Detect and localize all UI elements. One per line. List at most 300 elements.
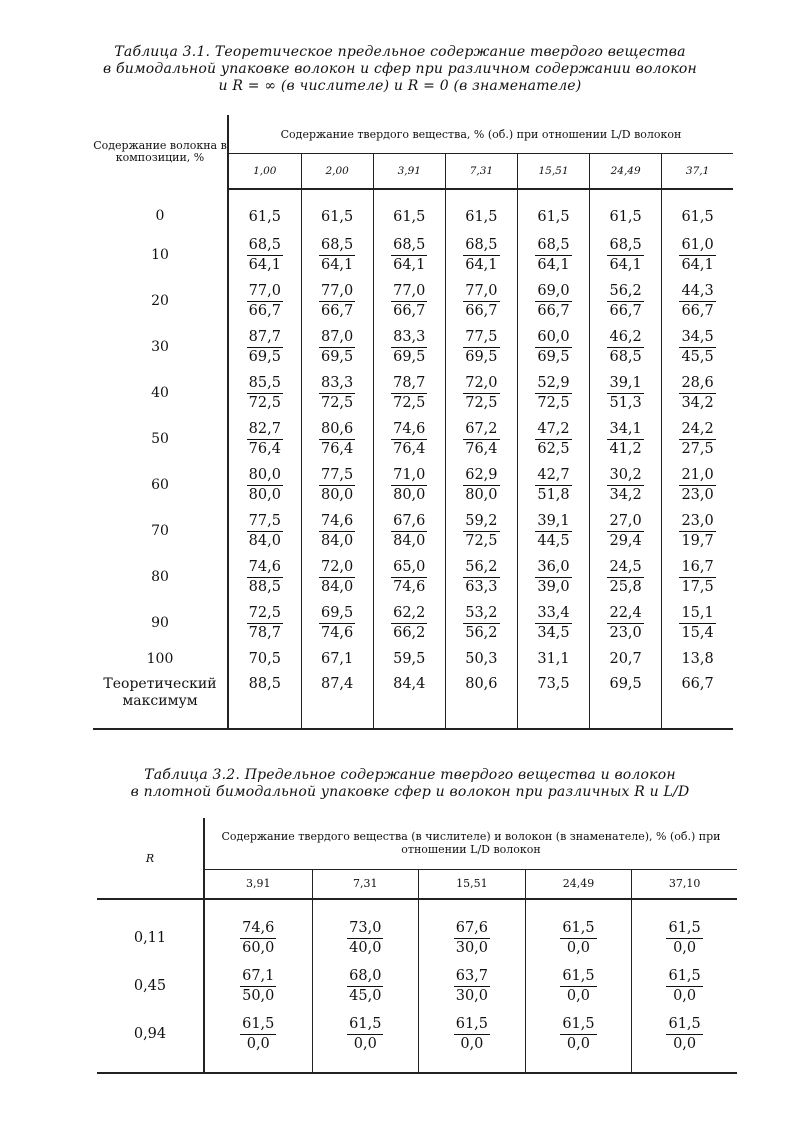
numerator: 72,0 — [319, 558, 355, 578]
denominator: 45,5 — [681, 348, 714, 365]
table-cell — [419, 962, 526, 1010]
denominator: 66,7 — [465, 302, 498, 319]
table-cell — [419, 899, 526, 962]
numerator: 33,4 — [535, 604, 571, 624]
table-cell — [590, 370, 662, 416]
fraction — [679, 604, 715, 643]
table-cell: 59,5 — [373, 646, 445, 672]
numerator: 61,5 — [454, 1015, 490, 1035]
row-label: 80 — [93, 554, 228, 600]
numerator: 24,2 — [679, 420, 715, 440]
denominator: 30,0 — [455, 987, 489, 1004]
row-label: 0 — [93, 189, 228, 232]
row-label: 60 — [93, 462, 228, 508]
numerator: 68,5 — [535, 236, 571, 256]
table-cell: 61,5 — [228, 189, 301, 232]
denominator: 64,1 — [248, 256, 281, 273]
denominator: 72,5 — [465, 394, 498, 411]
fraction — [535, 236, 571, 275]
numerator: 77,0 — [391, 282, 427, 302]
denominator: 80,0 — [248, 486, 281, 503]
table-cell — [373, 232, 445, 278]
table-cell — [662, 462, 733, 508]
denominator: 60,0 — [242, 939, 275, 956]
fraction — [607, 604, 643, 643]
row-label: 50 — [93, 416, 228, 462]
numerator: 71,0 — [391, 466, 427, 486]
fraction — [247, 236, 283, 275]
fraction — [319, 604, 355, 643]
fraction — [463, 604, 499, 643]
row-label: 0,11 — [97, 899, 204, 962]
denominator: 84,0 — [320, 578, 354, 595]
numerator: 67,1 — [240, 967, 276, 987]
table1-column-header: 2,00 — [301, 154, 373, 189]
numerator: 72,0 — [463, 374, 499, 394]
denominator: 69,5 — [465, 348, 498, 365]
fraction — [319, 236, 355, 275]
fraction — [391, 466, 427, 505]
table-cell: 66,7 — [662, 672, 733, 729]
table-cell — [445, 278, 517, 324]
table-cell — [312, 962, 419, 1010]
denominator: 0,0 — [673, 987, 697, 1004]
fraction — [391, 328, 427, 367]
denominator: 63,3 — [465, 578, 498, 595]
denominator: 80,0 — [393, 486, 426, 503]
fraction — [607, 328, 643, 367]
denominator: 64,1 — [320, 256, 354, 273]
denominator: 0,0 — [353, 1035, 377, 1052]
table-row — [93, 672, 733, 729]
fraction — [319, 282, 355, 321]
fraction — [679, 374, 715, 413]
table-cell — [228, 232, 301, 278]
table-cell: 20,7 — [590, 646, 662, 672]
denominator: 74,6 — [320, 624, 354, 641]
table1-column-header: 1,00 — [228, 154, 301, 189]
denominator: 0,0 — [673, 1035, 697, 1052]
row-label: 70 — [93, 508, 228, 554]
table-cell: 50,3 — [445, 646, 517, 672]
table-cell — [662, 416, 733, 462]
table-cell — [301, 600, 373, 646]
denominator: 64,1 — [465, 256, 498, 273]
table-cell: 61,5 — [662, 189, 733, 232]
numerator: 53,2 — [463, 604, 499, 624]
denominator: 66,2 — [393, 624, 426, 641]
table-cell — [517, 600, 589, 646]
numerator: 74,6 — [391, 420, 427, 440]
numerator: 34,5 — [679, 328, 715, 348]
table-cell — [445, 554, 517, 600]
denominator: 30,0 — [455, 939, 489, 956]
row-label: 30 — [93, 324, 228, 370]
denominator: 78,7 — [248, 624, 281, 641]
numerator: 61,5 — [666, 1015, 702, 1035]
table-cell — [662, 508, 733, 554]
fraction — [666, 967, 702, 1006]
table-cell — [445, 416, 517, 462]
table2-group-header: Содержание твердого вещества (в числителе) и волокон (в знаменателе), % (об.) при отношении L/D волокон — [204, 818, 737, 869]
numerator: 22,4 — [607, 604, 643, 624]
table-cell: 61,5 — [517, 189, 589, 232]
table-cell — [590, 324, 662, 370]
fraction — [319, 374, 355, 413]
denominator: 84,0 — [248, 532, 281, 549]
table-cell — [204, 962, 312, 1010]
denominator: 41,2 — [609, 440, 642, 457]
denominator: 76,4 — [465, 440, 498, 457]
fraction — [240, 967, 276, 1006]
fraction — [454, 967, 490, 1006]
denominator: 64,1 — [681, 256, 714, 273]
table-cell — [525, 1010, 632, 1073]
numerator: 80,0 — [247, 466, 283, 486]
row-label: 0,94 — [97, 1010, 204, 1073]
table-cell — [228, 278, 301, 324]
table-cell — [228, 462, 301, 508]
numerator: 67,6 — [391, 512, 427, 532]
fraction — [535, 512, 571, 551]
fraction — [319, 558, 355, 597]
table-row — [93, 189, 733, 232]
numerator: 85,5 — [247, 374, 283, 394]
table1-column-header: 37,1 — [662, 154, 733, 189]
table-row — [97, 1010, 737, 1073]
table-cell — [301, 370, 373, 416]
table-cell — [373, 278, 445, 324]
fraction — [607, 558, 643, 597]
numerator: 36,0 — [535, 558, 571, 578]
table-cell — [517, 508, 589, 554]
fraction — [535, 328, 571, 367]
numerator: 56,2 — [607, 282, 643, 302]
fraction — [666, 1015, 702, 1054]
denominator: 15,4 — [681, 624, 714, 641]
denominator: 17,5 — [681, 578, 714, 595]
numerator: 60,0 — [535, 328, 571, 348]
numerator: 61,0 — [679, 236, 715, 256]
numerator: 59,2 — [463, 512, 499, 532]
numerator: 67,6 — [454, 919, 490, 939]
table1-caption-line: и R = ∞ (в числителе) и R = 0 (в знаменателе) — [218, 78, 582, 94]
fraction — [607, 282, 643, 321]
table-cell — [517, 278, 589, 324]
fraction — [463, 282, 499, 321]
table-cell — [312, 1010, 419, 1073]
denominator: 27,5 — [681, 440, 714, 457]
table-cell — [590, 416, 662, 462]
table-cell: 80,6 — [445, 672, 517, 729]
numerator: 39,1 — [607, 374, 643, 394]
denominator: 74,6 — [393, 578, 426, 595]
denominator: 72,5 — [248, 394, 281, 411]
table-cell — [373, 462, 445, 508]
fraction — [607, 236, 643, 275]
row-label: 10 — [93, 232, 228, 278]
numerator: 82,7 — [247, 420, 283, 440]
numerator: 77,5 — [247, 512, 283, 532]
table-cell — [373, 554, 445, 600]
fraction — [347, 967, 383, 1006]
table-cell: 84,4 — [373, 672, 445, 729]
denominator: 51,8 — [537, 486, 570, 503]
denominator: 64,1 — [609, 256, 642, 273]
table2-column-header: 7,31 — [312, 869, 419, 899]
table-cell — [228, 554, 301, 600]
numerator: 69,0 — [535, 282, 571, 302]
table-cell — [445, 370, 517, 416]
table-row — [93, 600, 733, 646]
denominator: 80,0 — [465, 486, 498, 503]
fraction — [560, 967, 596, 1006]
fraction — [679, 558, 715, 597]
table-cell — [301, 508, 373, 554]
numerator: 61,5 — [347, 1015, 383, 1035]
numerator: 56,2 — [463, 558, 499, 578]
table-cell — [445, 508, 517, 554]
denominator: 0,0 — [566, 939, 590, 956]
fraction — [454, 1015, 490, 1054]
fraction — [463, 512, 499, 551]
fraction — [607, 512, 643, 551]
denominator: 72,5 — [537, 394, 570, 411]
table1-column-header: 7,31 — [445, 154, 517, 189]
numerator: 61,5 — [240, 1015, 276, 1035]
fraction — [391, 512, 427, 551]
table-row — [93, 278, 733, 324]
denominator: 69,5 — [393, 348, 426, 365]
fraction — [535, 558, 571, 597]
denominator: 0,0 — [246, 1035, 270, 1052]
numerator: 44,3 — [679, 282, 715, 302]
denominator: 66,7 — [393, 302, 426, 319]
fraction — [247, 558, 283, 597]
table-cell — [445, 232, 517, 278]
numerator: 74,6 — [240, 919, 276, 939]
table-cell — [590, 600, 662, 646]
fraction — [607, 466, 643, 505]
fraction — [679, 466, 715, 505]
numerator: 23,0 — [679, 512, 715, 532]
numerator: 69,5 — [319, 604, 355, 624]
numerator: 24,5 — [607, 558, 643, 578]
table-cell — [525, 962, 632, 1010]
table-cell — [517, 554, 589, 600]
numerator: 27,0 — [607, 512, 643, 532]
fraction — [319, 420, 355, 459]
fraction — [535, 604, 571, 643]
table-cell — [228, 508, 301, 554]
numerator: 61,5 — [560, 967, 596, 987]
numerator: 72,5 — [247, 604, 283, 624]
table-cell: 87,4 — [301, 672, 373, 729]
fraction — [391, 236, 427, 275]
table-cell — [662, 324, 733, 370]
table-row — [93, 646, 733, 672]
table2-row-header: R — [97, 818, 204, 899]
numerator: 77,0 — [319, 282, 355, 302]
table-cell — [228, 324, 301, 370]
denominator: 84,0 — [393, 532, 426, 549]
fraction — [319, 466, 355, 505]
fraction — [391, 420, 427, 459]
numerator: 62,9 — [463, 466, 499, 486]
numerator: 21,0 — [679, 466, 715, 486]
numerator: 16,7 — [679, 558, 715, 578]
fraction — [247, 512, 283, 551]
table-cell — [228, 416, 301, 462]
denominator: 62,5 — [537, 440, 570, 457]
table-row — [93, 462, 733, 508]
denominator: 84,0 — [320, 532, 354, 549]
table-cell — [228, 600, 301, 646]
table-cell: 31,1 — [517, 646, 589, 672]
numerator: 87,0 — [319, 328, 355, 348]
denominator: 66,7 — [320, 302, 354, 319]
table-cell — [662, 370, 733, 416]
table-cell — [517, 416, 589, 462]
table-cell: 69,5 — [590, 672, 662, 729]
fraction — [535, 374, 571, 413]
denominator: 88,5 — [248, 578, 281, 595]
fraction — [391, 604, 427, 643]
table-cell — [228, 370, 301, 416]
denominator: 25,8 — [609, 578, 642, 595]
table-cell — [373, 600, 445, 646]
denominator: 72,5 — [393, 394, 426, 411]
numerator: 30,2 — [607, 466, 643, 486]
denominator: 0,0 — [460, 1035, 484, 1052]
denominator: 76,4 — [393, 440, 426, 457]
fraction — [391, 282, 427, 321]
table-row — [93, 232, 733, 278]
numerator: 68,5 — [391, 236, 427, 256]
fraction — [240, 919, 276, 958]
table-cell — [662, 554, 733, 600]
table-cell — [525, 899, 632, 962]
table-cell — [632, 899, 737, 962]
row-label: 20 — [93, 278, 228, 324]
numerator: 61,5 — [560, 919, 596, 939]
numerator: 80,6 — [319, 420, 355, 440]
table-cell — [301, 278, 373, 324]
table-cell — [373, 324, 445, 370]
denominator: 64,1 — [537, 256, 570, 273]
numerator: 78,7 — [391, 374, 427, 394]
denominator: 66,7 — [681, 302, 714, 319]
fraction — [535, 466, 571, 505]
denominator: 72,5 — [320, 394, 354, 411]
fraction — [391, 374, 427, 413]
numerator: 74,6 — [319, 512, 355, 532]
table-cell: 61,5 — [445, 189, 517, 232]
table-cell — [590, 232, 662, 278]
table-row — [93, 554, 733, 600]
table-cell — [301, 416, 373, 462]
table-row — [93, 370, 733, 416]
numerator: 61,5 — [666, 919, 702, 939]
denominator: 66,7 — [609, 302, 642, 319]
table-cell — [517, 370, 589, 416]
fraction — [607, 420, 643, 459]
table-cell — [590, 508, 662, 554]
fraction — [463, 236, 499, 275]
fraction — [391, 558, 427, 597]
table-cell: 61,5 — [590, 189, 662, 232]
numerator: 39,1 — [535, 512, 571, 532]
denominator: 34,2 — [681, 394, 714, 411]
table-cell: 70,5 — [228, 646, 301, 672]
denominator: 56,2 — [465, 624, 498, 641]
denominator: 66,7 — [248, 302, 281, 319]
fraction — [560, 919, 596, 958]
table-cell: 73,5 — [517, 672, 589, 729]
denominator: 29,4 — [609, 532, 642, 549]
fraction — [679, 236, 715, 275]
fraction — [463, 466, 499, 505]
denominator: 0,0 — [566, 1035, 590, 1052]
table1-caption-line: в бимодальной упаковке волокон и сфер при различном содержании волокон — [103, 61, 697, 77]
fraction — [535, 420, 571, 459]
table-row — [93, 416, 733, 462]
fraction — [679, 328, 715, 367]
fraction — [247, 328, 283, 367]
table-cell — [590, 278, 662, 324]
table1-column-header: 3,91 — [373, 154, 445, 189]
row-label: Теоретический максимум — [93, 672, 228, 729]
fraction — [463, 328, 499, 367]
fraction — [666, 919, 702, 958]
numerator: 68,5 — [607, 236, 643, 256]
fraction — [454, 919, 490, 958]
table-cell — [301, 462, 373, 508]
numerator: 62,2 — [391, 604, 427, 624]
table-cell — [632, 1010, 737, 1073]
table-cell — [517, 232, 589, 278]
fraction — [319, 512, 355, 551]
fraction — [247, 466, 283, 505]
denominator: 69,5 — [248, 348, 281, 365]
denominator: 72,5 — [465, 532, 498, 549]
table-cell — [445, 324, 517, 370]
table2-column-header: 15,51 — [419, 869, 526, 899]
fraction — [679, 420, 715, 459]
fraction — [247, 420, 283, 459]
table2-caption-line: Таблица 3.2. Предельное содержание твердого вещества и волокон — [144, 767, 676, 783]
denominator: 69,5 — [320, 348, 354, 365]
numerator: 74,6 — [247, 558, 283, 578]
fraction — [463, 374, 499, 413]
table-cell — [662, 600, 733, 646]
table-row — [97, 899, 737, 962]
denominator: 19,7 — [681, 532, 714, 549]
table-cell: 67,1 — [301, 646, 373, 672]
table2 — [97, 818, 737, 1074]
denominator: 76,4 — [320, 440, 354, 457]
fraction — [463, 558, 499, 597]
row-label: 40 — [93, 370, 228, 416]
table-cell — [301, 554, 373, 600]
table-cell — [204, 1010, 312, 1073]
numerator: 46,2 — [607, 328, 643, 348]
numerator: 61,5 — [666, 967, 702, 987]
table-cell — [204, 899, 312, 962]
numerator: 73,0 — [347, 919, 383, 939]
denominator: 0,0 — [566, 987, 590, 1004]
numerator: 34,1 — [607, 420, 643, 440]
